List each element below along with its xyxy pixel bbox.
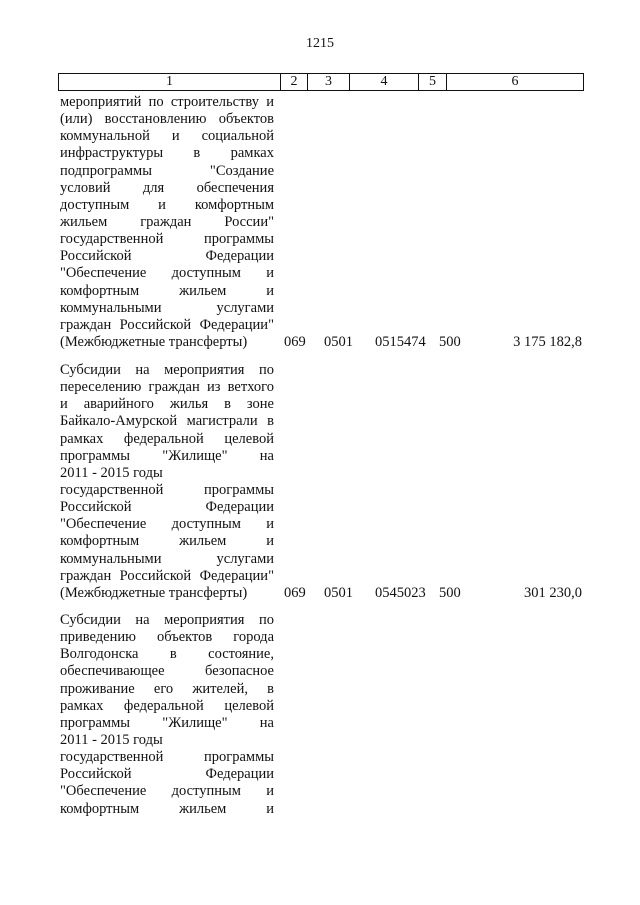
description-line: Российской Федерации <box>60 499 274 516</box>
column-header-6: 6 <box>511 74 519 89</box>
row-codes <box>60 334 582 351</box>
description-line: мероприятий по строительству и <box>60 94 274 110</box>
column-header-5: 5 <box>419 74 447 90</box>
page-number: 1215 <box>306 36 334 51</box>
description-line: 2011 - 2015 годы <box>60 731 163 748</box>
description-line: "Обеспечение доступным и <box>60 516 274 533</box>
description-line: доступным и комфортным <box>60 196 274 213</box>
description-line: инфраструктуры в рамках <box>60 145 274 162</box>
description-line: проживание его жителей, в <box>60 680 274 697</box>
description-line: приведению объектов города <box>60 629 274 646</box>
description-line: программы "Жилище" на <box>60 447 274 464</box>
row-description <box>60 362 274 602</box>
column-header-1: 1 <box>59 74 281 90</box>
description-line: граждан Российской Федерации" <box>60 316 274 333</box>
description-line: подпрограммы "Создание <box>60 162 274 179</box>
row-codes <box>60 585 582 602</box>
amount: 3 175 182,8 <box>513 334 582 351</box>
description-line: коммунальными услугами <box>60 299 274 316</box>
row-description <box>60 612 274 818</box>
description-line: государственной программы <box>60 481 274 498</box>
table-row <box>60 362 582 602</box>
description-line: (Межбюджетные трансферты) <box>60 584 248 601</box>
section-code: 0501 <box>324 334 353 351</box>
target-article-code: 0545023 <box>375 584 426 601</box>
description-line: рамках федеральной целевой <box>60 430 274 447</box>
ministry-code: 069 <box>284 584 306 601</box>
table-header-row <box>58 73 584 91</box>
description-line: комфортным жильем и <box>60 800 274 817</box>
description-line: условий для обеспечения <box>60 179 274 196</box>
description-line: (или) восстановлению объектов <box>60 111 274 128</box>
description-line: переселению граждан из ветхого <box>60 379 274 396</box>
column-header-2: 2 <box>281 74 308 90</box>
amount: 301 230,0 <box>524 584 582 601</box>
column-header-4: 4 <box>350 74 419 90</box>
section-code: 0501 <box>324 584 353 601</box>
description-line: государственной программы <box>60 749 274 766</box>
description-line: "Обеспечение доступным и <box>60 265 274 282</box>
description-line: жильем граждан России" <box>60 213 274 230</box>
description-line: Российской Федерации <box>60 248 274 265</box>
description-line: Волгодонска в состояние, <box>60 646 274 663</box>
description-line: 2011 - 2015 годы <box>60 464 163 481</box>
row-description <box>60 94 274 351</box>
expense-type-code: 500 <box>439 334 461 351</box>
table-row <box>60 612 582 818</box>
description-line: Субсидии на мероприятия по <box>60 362 274 378</box>
description-line: государственной программы <box>60 231 274 248</box>
target-article-code: 0515474 <box>375 334 426 351</box>
description-line: комфортным жильем и <box>60 282 274 299</box>
description-line: Байкало-Амурской магистрали в <box>60 413 274 430</box>
description-line: Субсидии на мероприятия по <box>60 612 274 628</box>
description-line: (Межбюджетные трансферты) <box>60 333 248 350</box>
table-row <box>60 94 582 351</box>
description-line: коммунальными услугами <box>60 550 274 567</box>
description-line: обеспечивающее безопасное <box>60 663 274 680</box>
ministry-code: 069 <box>284 334 306 351</box>
expense-type-code: 500 <box>439 584 461 601</box>
description-line: комфортным жильем и <box>60 533 274 550</box>
description-line: Российской Федерации <box>60 766 274 783</box>
column-header-3: 3 <box>308 74 350 90</box>
description-line: рамках федеральной целевой <box>60 697 274 714</box>
description-line: программы "Жилище" на <box>60 714 274 731</box>
description-line: граждан Российской Федерации" <box>60 567 274 584</box>
description-line: коммунальной и социальной <box>60 128 274 145</box>
description-line: "Обеспечение доступным и <box>60 783 274 800</box>
description-line: и аварийного жилья в зоне <box>60 396 274 413</box>
